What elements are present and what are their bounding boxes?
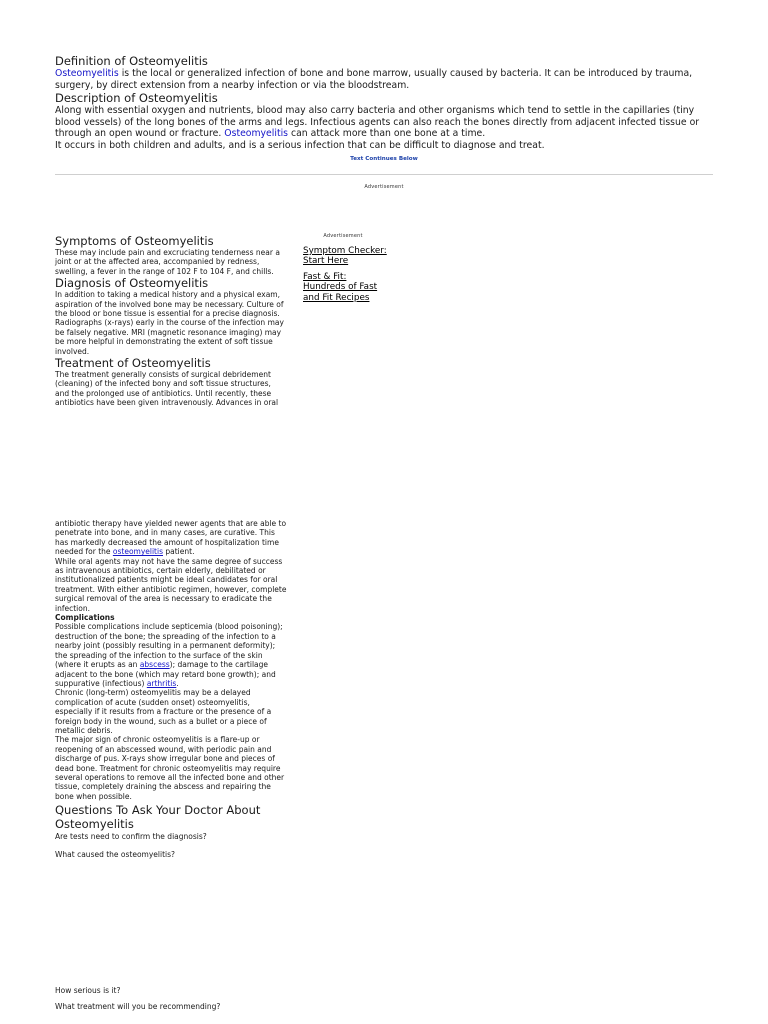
advertisement-label-sidebar: Advertisement [323,233,363,239]
chronic-line: bone when possible. [55,791,132,801]
osteomyelitis-link[interactable]: osteomyelitis [112,547,163,557]
complications-line: the spreading of the infection to the surface of the skin [55,650,263,660]
diagnosis-line: be more helpful in demonstrating the extent of soft tissue [55,337,273,347]
treatment-continued-line: While oral agents may not have the same degree of success [55,556,283,566]
treatment-continued-line: penetrate into bone, and in many cases, are curative. This [55,528,275,538]
treatment-continued-line: institutionalized patients might be ideal candidates for oral [55,575,278,585]
main-column-continued [55,519,300,859]
chronic-line: Chronic (long-term) osteomyelitis may be a delayed [55,688,251,698]
complications-line: adjacent to the bone (which may retard bone growth); and [55,669,276,679]
treatment-continued-line: as intravenous antibiotics, certain elderly, debilitated or [55,566,266,576]
chronic-line: reopening of an abscessed wound, with periodic pain and [55,744,272,754]
complications-line: destruction of the bone; the spreading of the infection to a [55,631,276,641]
question-item: How serious is it? [55,986,121,995]
treatment-continued-line: treatment. With either antibiotic regimen, however, complete [55,584,287,594]
definition-heading: Definition of Osteomyelitis [55,54,208,68]
question-item: What treatment will you be recommending? [55,1002,221,1012]
arthritis-link[interactable]: arthritis [146,678,177,688]
symptoms-line: joint or at the affected area, accompanied by redness, [55,257,260,267]
treatment-line: antibiotics have been given intravenously. Advances in oral [55,398,279,408]
diagnosis-line: be falsely negative. MRI (magnetic resonance imaging) may [55,327,282,337]
intro-section [55,54,699,152]
diagnosis-line: aspiration of the involved bone may be necessary. Culture of [55,299,284,309]
symptoms-heading: Symptoms of Osteomyelitis [55,234,214,248]
osteomyelitis-term: Osteomyelitis [224,128,289,140]
description-line-1: Along with essential oxygen and nutrients, blood may also carry bacteria and other organisms which tend to settle in the capillaries (tiny [55,105,695,117]
sidebar [303,246,387,303]
questions-heading: Questions To Ask Your Doctor About Osteomyelitis [55,803,261,832]
description-line-4: It occurs in both children and adults, and is a serious infection that can be difficult to diagnose and treat. [55,139,545,151]
chronic-line: tissue, completely draining the abscess and repairing the [55,782,271,792]
question-item: Are tests need to confirm the diagnosis? [55,832,207,842]
chronic-line: foreign body in the wound, such as a bullet or a piece of [55,716,267,726]
complications-heading: Complications [55,613,115,623]
description-heading: Description of Osteomyelitis [55,91,218,106]
diagnosis-line: In addition to taking a medical history and a physical exam, [55,290,280,300]
complications-line: Possible complications include septicemia (blood poisoning); [55,622,283,632]
divider [55,174,713,175]
questions-continued [55,986,220,1012]
advertisement-label-top: Advertisement [364,184,404,190]
description-line-2: blood vessels) of the long bones of the arms and legs. Infectious agents can also reach the bones directly from adjacent infected tissue or [55,116,700,128]
complications-line: nearby joint (possibly resulting in a permanent deformity); [55,641,276,651]
chronic-line: dead bone. Treatment for chronic osteomyelitis may require [55,763,281,773]
chronic-line: metallic debris. [55,725,113,735]
diagnosis-line: the blood or bone tissue is essential for a precise diagnosis. [55,309,280,319]
complications-line: (where it erupts as an abscess); damage to the cartilage [55,660,268,670]
fast-fit-recipes-link[interactable]: Fast & Fit: Hundreds of Fast and Fit Recipes [303,271,378,303]
complications-line: suppurative (infectious) arthritis. [55,678,179,688]
treatment-line: (cleaning) of the infected bony and soft tissue structures, [55,379,271,389]
treatment-continued-line: surgical removal of the area is necessary to eradicate the [55,594,272,604]
definition-paragraph: Osteomyelitis is the local or generalized infection of bone and bone marrow, usually caused by bacteria. It can be introduced by trauma, [55,68,693,79]
treatment-continued-line: antibiotic therapy have yielded newer agents that are able to [55,519,287,528]
chronic-line: The major sign of chronic osteomyelitis is a flare-up or [55,735,260,745]
treatment-line: and the prolonged use of antibiotics. Until recently, these [55,388,272,398]
main-column-top [55,234,300,408]
chronic-line: complication of acute (sudden onset) osteomyelitis, [55,697,250,707]
diagnosis-line: Radiographs (x-rays) early in the course of the infection may [55,318,284,328]
treatment-heading: Treatment of Osteomyelitis [55,356,211,371]
treatment-continued-line: infection. [55,603,90,613]
description-line-3: through an open wound or fracture. Osteomyelitis can attack more than one bone at a time. [55,128,486,140]
definition-line-2: surgery, by direct extension from a nearby infection or via the bloodstream. [55,79,410,91]
chronic-line: discharge of pus. X-rays show irregular bone and pieces of [55,754,275,764]
abscess-link[interactable]: abscess [139,660,170,670]
symptom-checker-link[interactable]: Symptom Checker: Start Here [303,246,387,267]
diagnosis-heading: Diagnosis of Osteomyelitis [55,276,209,291]
treatment-continued-line: needed for the osteomyelitis patient. [55,547,195,557]
symptoms-line: swelling, a fever in the range of 102 F to 104 F, and chills. [55,266,274,276]
diagnosis-line: involved. [55,346,90,356]
osteomyelitis-term: Osteomyelitis [55,68,119,79]
treatment-continued-line: has markedly decreased the amount of hospitalization time [55,537,279,547]
chronic-line: especially if it results from a fracture or the presence of a [55,707,272,717]
chronic-line: several operations to remove all the infected bone and other [55,772,285,782]
symptoms-line: These may include pain and excruciating tenderness near a [55,248,280,257]
text-continues-label: Text Continues Below [350,156,418,162]
treatment-line: The treatment generally consists of surgical debridement [55,370,271,380]
question-item: What caused the osteomyelitis? [55,849,175,859]
